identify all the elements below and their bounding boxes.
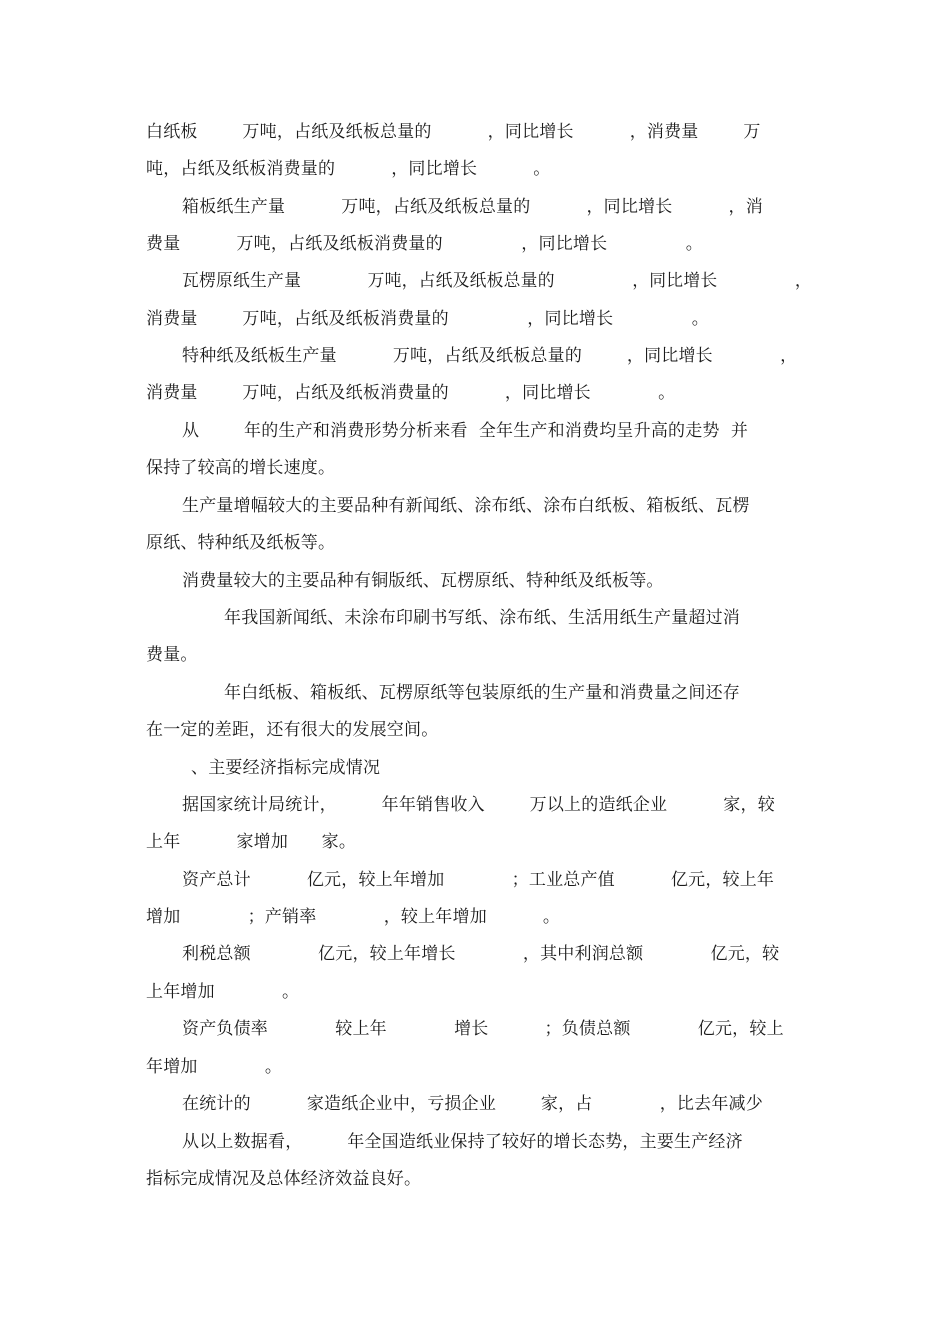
text-line: 费量。 xyxy=(146,645,198,665)
text-line: 保持了较高的增长速度。 xyxy=(146,458,336,478)
text-line: 白纸板 万吨，占纸及纸板总量的 ，同比增长 ，消费量 万 xyxy=(146,122,761,142)
text-line: 从以上数据看， 年全国造纸业保持了较好的增长态势，主要生产经济 xyxy=(182,1132,743,1152)
text-line: 年我国新闻纸、未涂布印刷书写纸、涂布纸、生活用纸生产量超过消 xyxy=(224,608,740,628)
text-line: 年增加 。 xyxy=(146,1057,283,1077)
text-line: 指标完成情况及总体经济效益良好。 xyxy=(146,1169,422,1189)
text-line: 据国家统计局统计， 年年销售收入 万以上的造纸企业 家，较 xyxy=(182,795,775,815)
text-line: 吨，占纸及纸板消费量的 ，同比增长 。 xyxy=(146,159,551,179)
text-line: 原纸、特种纸及纸板等。 xyxy=(146,533,336,553)
text-line: 年白纸板、箱板纸、瓦楞原纸等包装原纸的生产量和消费量之间还存 xyxy=(224,683,740,703)
text-line: 上年增加 。 xyxy=(146,982,300,1002)
text-line: 在一定的差距，还有很大的发展空间。 xyxy=(146,720,439,740)
text-line: 利税总额 亿元，较上年增长 ，其中利润总额 亿元，较 xyxy=(182,944,780,964)
text-line: 资产负债率 较上年 增长 ；负债总额 亿元，较上 xyxy=(182,1019,784,1039)
text-line: 特种纸及纸板生产量 万吨，占纸及纸板总量的 ，同比增长 ， xyxy=(182,346,798,366)
text-line: 资产总计 亿元，较上年增加 ；工业总产值 亿元，较上年 xyxy=(182,870,775,890)
text-line: 费量 万吨，占纸及纸板消费量的 ，同比增长 。 xyxy=(146,234,703,254)
text-line: 消费量 万吨，占纸及纸板消费量的 ，同比增长 。 xyxy=(146,309,709,329)
text-line: 消费量 万吨，占纸及纸板消费量的 ，同比增长 。 xyxy=(146,383,676,403)
text-line: 上年 家增加 家。 xyxy=(146,832,357,852)
text-line: 增加 ；产销率 ，较上年增加 。 xyxy=(146,907,561,927)
text-line: 生产量增幅较大的主要品种有新闻纸、涂布纸、涂布白纸板、箱板纸、瓦楞 xyxy=(182,496,750,516)
text-line: 从 年的生产和消费形势分析来看 全年生产和消费均呈升高的走势 并 xyxy=(182,421,749,441)
text-line: 消费量较大的主要品种有铜版纸、瓦楞原纸、特种纸及纸板等。 xyxy=(182,571,664,591)
section-heading: 、主要经济指标完成情况 xyxy=(191,758,381,778)
text-line: 在统计的 家造纸企业中，亏损企业 家，占 ，比去年减少 xyxy=(182,1094,763,1114)
text-line: 箱板纸生产量 万吨，占纸及纸板总量的 ，同比增长 ，消 xyxy=(182,197,763,217)
text-line: 瓦楞原纸生产量 万吨，占纸及纸板总量的 ，同比增长 ， xyxy=(182,271,812,291)
